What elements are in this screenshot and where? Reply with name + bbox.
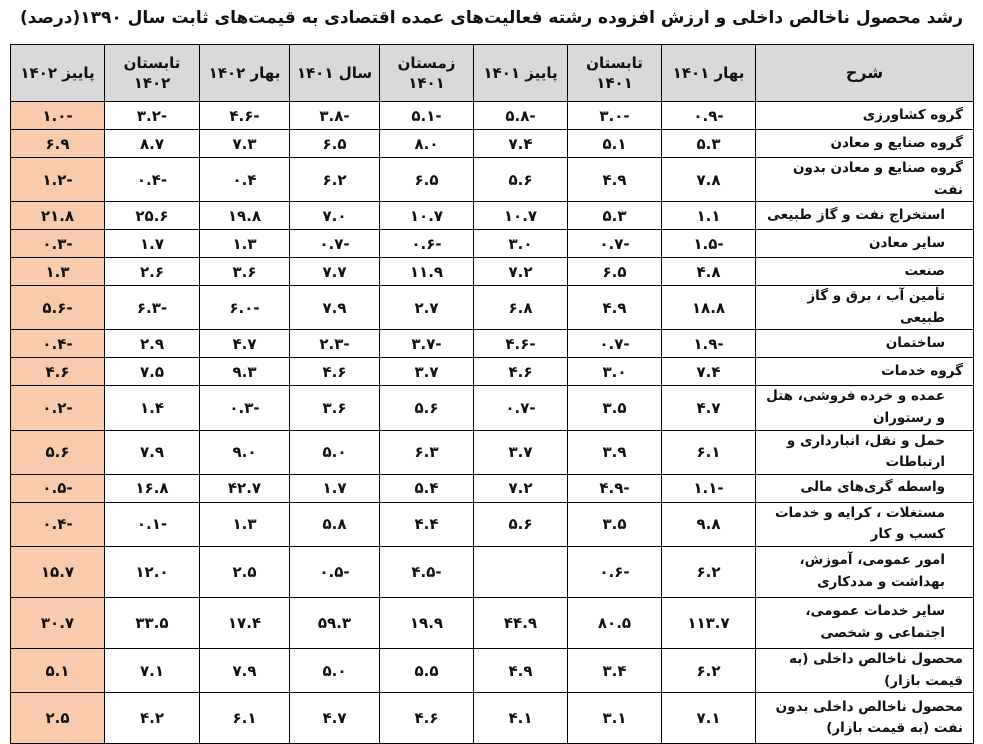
table-row (11, 202, 974, 230)
value-cell: -۰.۵ (290, 546, 380, 597)
table-row (11, 474, 974, 502)
value-cell: ۳.۶ (200, 258, 290, 286)
value-cell: ۳.۰ (568, 358, 662, 386)
header-cell: بهار ۱۴۰۱ (662, 45, 756, 102)
value-cell: -۶.۳ (105, 286, 200, 330)
value-cell: -۰.۷ (568, 230, 662, 258)
value-cell: ۷.۷ (290, 258, 380, 286)
value-cell: ۲.۶ (105, 258, 200, 286)
value-cell: ۷.۰ (290, 202, 380, 230)
value-cell: ۳.۵ (568, 502, 662, 546)
value-cell: ۲.۵ (200, 546, 290, 597)
value-cell: ۱۰.۷ (380, 202, 474, 230)
value-cell: ۱۷.۴ (200, 597, 290, 648)
row-label: امور عمومی، آموزش، بهداشت و مددکاری (756, 546, 974, 597)
value-cell: -۰.۶ (380, 230, 474, 258)
row-label: گروه کشاورزی (756, 102, 974, 130)
value-cell: -۳.۷ (380, 330, 474, 358)
value-cell: ۶.۱ (662, 430, 756, 474)
row-label: واسطه گری‌های مالی (756, 474, 974, 502)
value-cell: -۰.۷ (474, 386, 568, 430)
value-cell: -۶.۰ (200, 286, 290, 330)
value-cell: -۴.۶ (200, 102, 290, 130)
value-cell: ۴.۷ (200, 330, 290, 358)
table-title: رشد محصول ناخالص داخلی و ارزش افزوده رشته فعالیت‌های عمده اقتصادی به قیمت‌های ثابت سال ۱۳۹۰(درصد) (19, 8, 964, 28)
value-cell: -۳.۰ (568, 102, 662, 130)
value-cell: ۵.۰ (290, 430, 380, 474)
table-row (11, 230, 974, 258)
value-cell: -۵.۸ (474, 102, 568, 130)
value-cell: ۵۹.۳ (290, 597, 380, 648)
table-row (11, 158, 974, 202)
value-cell: ۱.۳ (200, 230, 290, 258)
value-cell: ۷.۹ (200, 648, 290, 692)
value-cell: ۱۹.۹ (380, 597, 474, 648)
value-cell: -۱.۲ (11, 158, 105, 202)
value-cell: ۹.۰ (200, 430, 290, 474)
table-row (11, 358, 974, 386)
value-cell: ۵.۸ (290, 502, 380, 546)
value-cell: ۳۰.۷ (11, 597, 105, 648)
value-cell: -۰.۵ (11, 474, 105, 502)
value-cell: ۵.۶ (380, 386, 474, 430)
value-cell: ۱۵.۷ (11, 546, 105, 597)
table-body (11, 102, 974, 744)
value-cell: ۶.۲ (290, 158, 380, 202)
value-cell: ۴.۹ (474, 648, 568, 692)
table-row (11, 546, 974, 597)
value-cell: ۴۲.۷ (200, 474, 290, 502)
value-cell: -۰.۹ (662, 102, 756, 130)
value-cell: ۶.۵ (568, 258, 662, 286)
value-cell: -۴.۹ (568, 474, 662, 502)
row-label: سایر معادن (756, 230, 974, 258)
value-cell: ۳.۰ (474, 230, 568, 258)
row-label: استخراج نفت و گاز طبیعی (756, 202, 974, 230)
value-cell: ۴.۴ (380, 502, 474, 546)
value-cell: ۷.۹ (290, 286, 380, 330)
value-cell: ۲.۵ (11, 693, 105, 744)
row-label: سایر خدمات عمومی، اجتماعی و شخصی (756, 597, 974, 648)
value-cell: ۵.۵ (380, 648, 474, 692)
value-cell: ۸۰.۵ (568, 597, 662, 648)
header-cell: پاییز ۱۴۰۲ (11, 45, 105, 102)
value-cell: -۲.۳ (290, 330, 380, 358)
row-label: تأمین آب ، برق و گاز طبیعی (756, 286, 974, 330)
value-cell: ۱۱.۹ (380, 258, 474, 286)
row-label: صنعت (756, 258, 974, 286)
value-cell: ۶.۲ (662, 648, 756, 692)
value-cell: ۶.۳ (380, 430, 474, 474)
value-cell: -۰.۷ (290, 230, 380, 258)
row-label: گروه صنایع و معادن بدون نفت (756, 158, 974, 202)
value-cell: ۵.۶ (474, 502, 568, 546)
value-cell: -۰.۴ (11, 330, 105, 358)
value-cell: ۵.۶ (474, 158, 568, 202)
value-cell: -۰.۶ (568, 546, 662, 597)
table-row (11, 386, 974, 430)
row-label: گروه خدمات (756, 358, 974, 386)
table-row (11, 693, 974, 744)
value-cell: ۱۸.۸ (662, 286, 756, 330)
value-cell: ۴۴.۹ (474, 597, 568, 648)
table-row (11, 330, 974, 358)
value-cell: ۱.۷ (105, 230, 200, 258)
value-cell: -۰.۲ (11, 386, 105, 430)
header-row (11, 45, 974, 102)
header-cell: تابستان ۱۴۰۲ (105, 45, 200, 102)
row-label: عمده و خرده فروشی، هتل و رستوران (756, 386, 974, 430)
value-cell: ۰.۴ (200, 158, 290, 202)
value-cell: ۴.۶ (290, 358, 380, 386)
value-cell: ۷.۹ (105, 430, 200, 474)
value-cell: ۳.۱ (568, 693, 662, 744)
value-cell: ۳.۹ (568, 430, 662, 474)
value-cell: ۹.۳ (200, 358, 290, 386)
value-cell: ۴.۶ (474, 358, 568, 386)
value-cell: ۸.۰ (380, 130, 474, 158)
value-cell: ۴.۶ (11, 358, 105, 386)
header-cell: پاییز ۱۴۰۱ (474, 45, 568, 102)
value-cell: ۷.۵ (105, 358, 200, 386)
value-cell: ۶.۲ (662, 546, 756, 597)
value-cell: ۱.۳ (11, 258, 105, 286)
value-cell: ۹.۸ (662, 502, 756, 546)
value-cell: -۱.۰ (11, 102, 105, 130)
value-cell: ۷.۴ (474, 130, 568, 158)
table-row (11, 430, 974, 474)
value-cell: -۰.۴ (105, 158, 200, 202)
value-cell: ۷.۸ (662, 158, 756, 202)
value-cell: ۴.۸ (662, 258, 756, 286)
value-cell: ۷.۲ (474, 258, 568, 286)
value-cell: ۴.۷ (290, 693, 380, 744)
value-cell: -۵.۶ (11, 286, 105, 330)
value-cell: ۶.۱ (200, 693, 290, 744)
value-cell: ۱۲.۰ (105, 546, 200, 597)
row-label: محصول ناخالص داخلی بدون نفت (به قیمت بازار) (756, 693, 974, 744)
value-cell: -۱.۱ (662, 474, 756, 502)
header-cell: شرح (756, 45, 974, 102)
header-cell: بهار ۱۴۰۲ (200, 45, 290, 102)
value-cell: ۱۱۳.۷ (662, 597, 756, 648)
value-cell: ۵.۱ (11, 648, 105, 692)
value-cell: ۱۶.۸ (105, 474, 200, 502)
value-cell: ۶.۹ (11, 130, 105, 158)
value-cell: ۸.۷ (105, 130, 200, 158)
growth-table (10, 44, 974, 744)
row-label: حمل و نقل، انبارداری و ارتباطات (756, 430, 974, 474)
value-cell: ۷.۱ (105, 648, 200, 692)
value-cell: ۶.۵ (290, 130, 380, 158)
value-cell: -۳.۸ (290, 102, 380, 130)
table-row (11, 502, 974, 546)
value-cell: -۴.۶ (474, 330, 568, 358)
value-cell: ۱۹.۸ (200, 202, 290, 230)
row-label: مستغلات ، کرایه و خدمات کسب و کار (756, 502, 974, 546)
value-cell (474, 546, 568, 597)
value-cell: -۳.۲ (105, 102, 200, 130)
value-cell: -۰.۷ (568, 330, 662, 358)
value-cell: ۷.۱ (662, 693, 756, 744)
row-label: ساختمان (756, 330, 974, 358)
value-cell: ۱.۱ (662, 202, 756, 230)
value-cell: ۵.۴ (380, 474, 474, 502)
value-cell: -۱.۹ (662, 330, 756, 358)
value-cell: ۱.۷ (290, 474, 380, 502)
value-cell: ۵.۰ (290, 648, 380, 692)
table-row (11, 102, 974, 130)
value-cell: ۶.۸ (474, 286, 568, 330)
value-cell: -۱.۵ (662, 230, 756, 258)
value-cell: -۰.۴ (11, 502, 105, 546)
value-cell: ۳.۵ (568, 386, 662, 430)
value-cell: ۵.۱ (568, 130, 662, 158)
value-cell: ۳۳.۵ (105, 597, 200, 648)
value-cell: ۷.۲ (474, 474, 568, 502)
value-cell: ۴.۹ (568, 286, 662, 330)
table-row (11, 286, 974, 330)
value-cell: ۴.۶ (380, 693, 474, 744)
value-cell: ۲۵.۶ (105, 202, 200, 230)
value-cell: ۴.۷ (662, 386, 756, 430)
value-cell: ۲.۹ (105, 330, 200, 358)
value-cell: ۱۰.۷ (474, 202, 568, 230)
value-cell: -۵.۱ (380, 102, 474, 130)
value-cell: ۳.۷ (474, 430, 568, 474)
value-cell: ۶.۵ (380, 158, 474, 202)
value-cell: -۴.۵ (380, 546, 474, 597)
table-row (11, 258, 974, 286)
value-cell: ۱.۴ (105, 386, 200, 430)
value-cell: ۵.۳ (568, 202, 662, 230)
value-cell: ۲.۷ (380, 286, 474, 330)
value-cell: ۴.۱ (474, 693, 568, 744)
value-cell: ۳.۴ (568, 648, 662, 692)
table-row (11, 130, 974, 158)
row-label: محصول ناخالص داخلی (به قیمت بازار) (756, 648, 974, 692)
value-cell: ۳.۷ (380, 358, 474, 386)
value-cell: ۷.۳ (200, 130, 290, 158)
table-row (11, 597, 974, 648)
value-cell: ۵.۶ (11, 430, 105, 474)
value-cell: ۳.۶ (290, 386, 380, 430)
header-cell: سال ۱۴۰۱ (290, 45, 380, 102)
value-cell: ۷.۴ (662, 358, 756, 386)
header-cell: تابستان ۱۴۰۱ (568, 45, 662, 102)
value-cell: -۰.۱ (105, 502, 200, 546)
value-cell: ۵.۳ (662, 130, 756, 158)
value-cell: -۰.۳ (11, 230, 105, 258)
value-cell: ۴.۹ (568, 158, 662, 202)
table-row (11, 648, 974, 692)
header-cell: زمستان ۱۴۰۱ (380, 45, 474, 102)
value-cell: ۱.۳ (200, 502, 290, 546)
row-label: گروه صنایع و معادن (756, 130, 974, 158)
value-cell: -۰.۳ (200, 386, 290, 430)
value-cell: ۲۱.۸ (11, 202, 105, 230)
value-cell: ۴.۲ (105, 693, 200, 744)
